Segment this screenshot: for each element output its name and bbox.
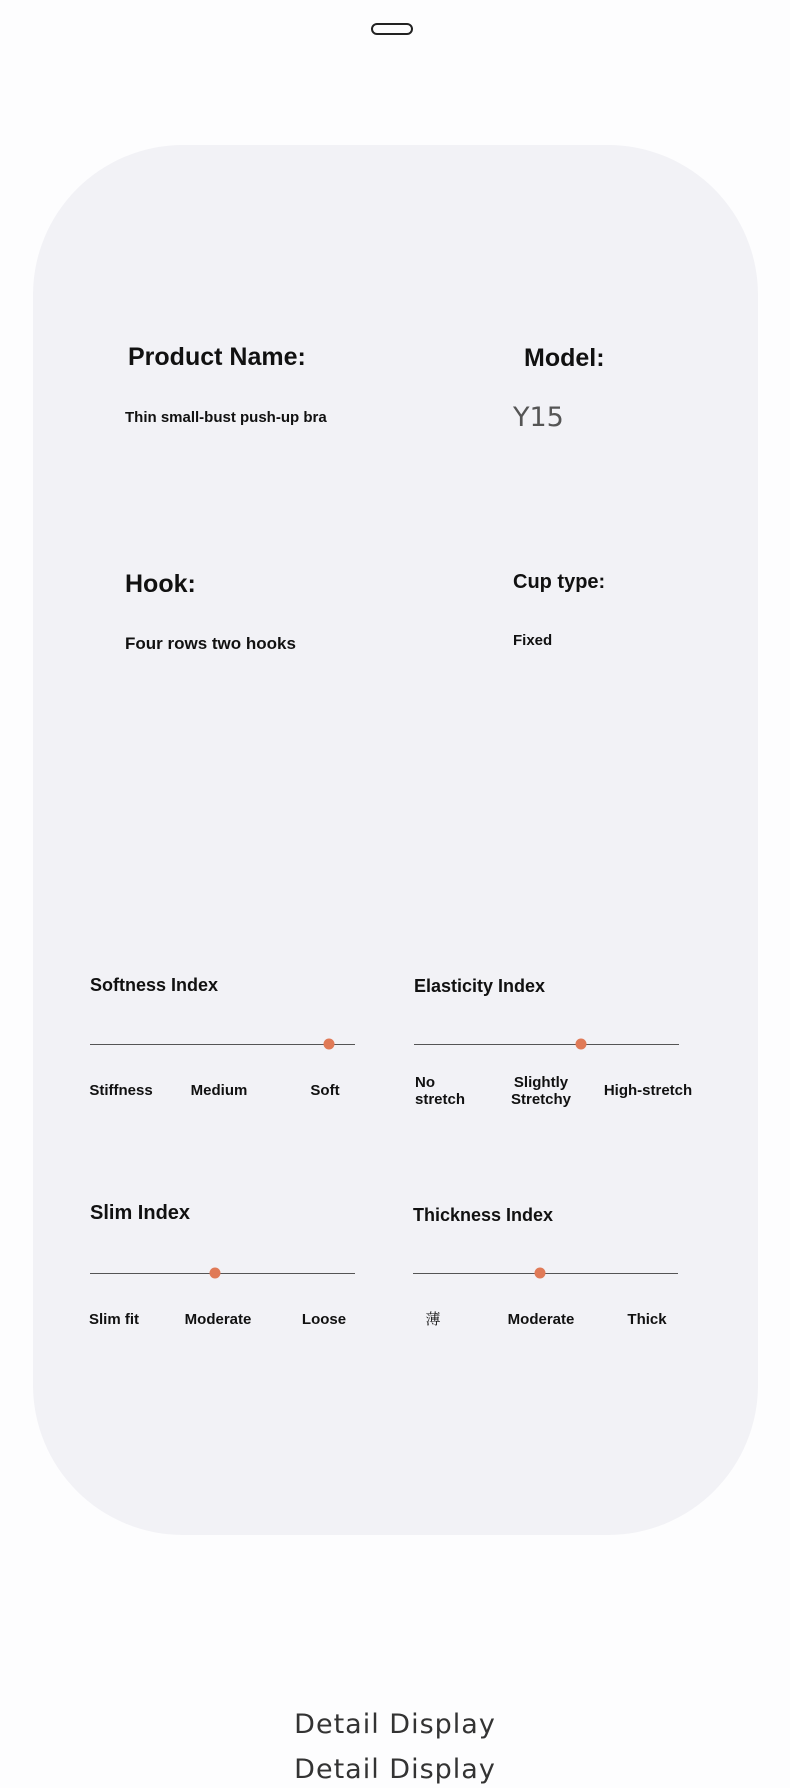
softness-index-title: Softness Index <box>90 975 219 995</box>
elasticity-label-no-stretch: No stretch <box>415 1074 466 1108</box>
cup-type-value: Fixed <box>513 632 553 649</box>
softness-label-stiffness: Stiffness <box>89 1082 153 1099</box>
softness-index-track <box>90 1044 355 1045</box>
model-value: Y15 <box>513 402 564 433</box>
softness-label-soft: Soft <box>310 1082 340 1099</box>
product-name-label: Product Name: <box>128 343 306 371</box>
slim-index-marker <box>209 1268 220 1279</box>
slim-index-track <box>90 1273 355 1274</box>
elasticity-index-title: Elasticity Index <box>414 976 546 996</box>
slim-label-loose: Loose <box>301 1311 347 1328</box>
thickness-label-thick: Thick <box>627 1311 667 1328</box>
thickness-label-thin: 薄 <box>425 1310 441 1328</box>
thickness-label-moderate: Moderate <box>507 1311 575 1328</box>
detail-display-heading-secondary: Detail Display <box>294 1754 496 1785</box>
model-label: Model: <box>524 344 605 372</box>
slim-label-moderate: Moderate <box>184 1311 252 1328</box>
slim-index-title: Slim Index <box>90 1202 191 1224</box>
softness-index-marker <box>323 1039 334 1050</box>
elasticity-label-slightly-stretchy: Slightly Stretchy <box>510 1074 572 1108</box>
product-name-value: Thin small-bust push-up bra <box>125 409 327 426</box>
elasticity-index-track <box>414 1044 679 1045</box>
hook-label: Hook: <box>125 570 196 598</box>
elasticity-label-high-stretch: High-stretch <box>603 1082 693 1099</box>
slim-label-slim-fit: Slim fit <box>88 1311 140 1328</box>
softness-label-medium: Medium <box>190 1082 248 1099</box>
detail-display-heading: Detail Display <box>294 1709 496 1740</box>
cup-type-label: Cup type: <box>513 571 606 593</box>
elasticity-index-marker <box>575 1039 586 1050</box>
thickness-index-title: Thickness Index <box>413 1205 554 1225</box>
thickness-index-marker <box>535 1268 546 1279</box>
top-notch <box>371 23 413 35</box>
hook-value: Four rows two hooks <box>125 634 296 653</box>
